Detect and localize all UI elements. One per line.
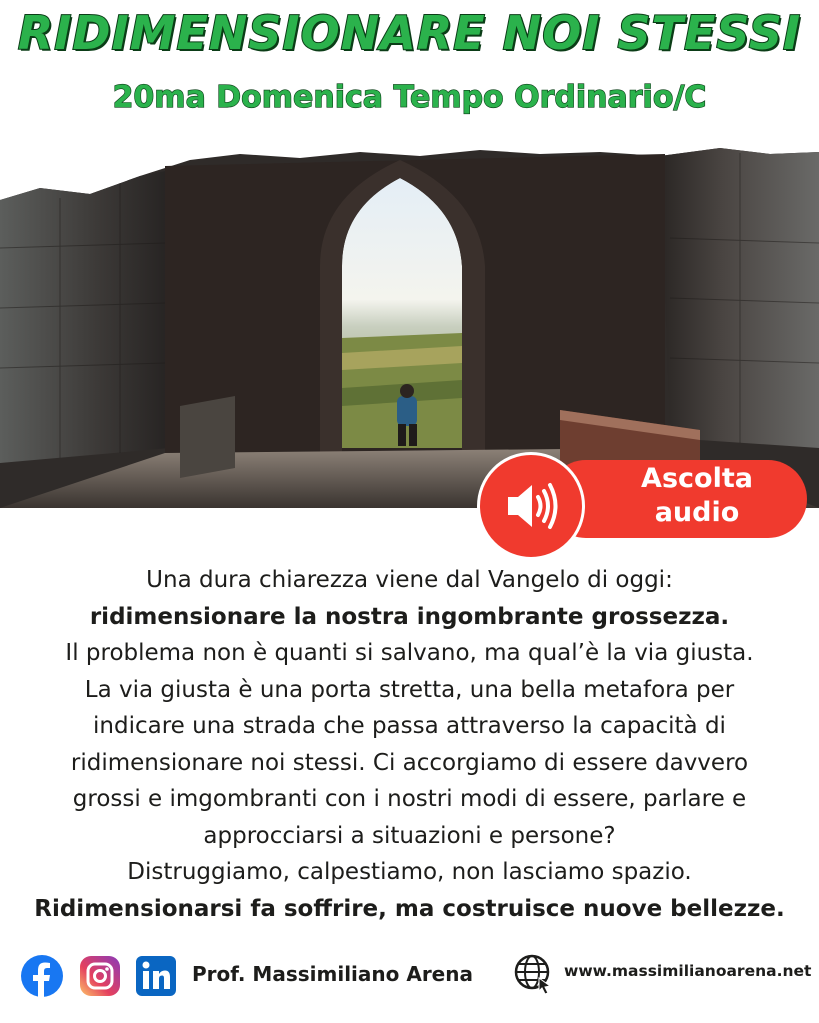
text-line: Una dura chiarezza viene dal Vangelo di oggi: [146,567,673,593]
text-line: Distruggiamo, calpestiamo, non lasciamo spazio. [127,859,692,885]
sermon-text [10,562,809,927]
text-line: indicare una strada che passa attraverso la capacità di [93,713,726,739]
page-subtitle: 20ma Domenica Tempo Ordinario/C [112,80,707,115]
listen-audio-button[interactable] [477,452,807,560]
audio-label[interactable] [587,462,807,530]
linkedin-icon[interactable] [134,954,178,998]
speaker-icon [480,455,582,557]
page-title: RIDIMENSIONARE NOI STESSI [17,6,802,60]
globe-icon[interactable] [512,952,556,996]
text-line: ridimensionare noi stessi. Ci accorgiamo di essere davvero [70,749,749,776]
text-line-bold: Ridimensionarsi fa soffrire, ma costruisce nuove bellezze. [34,895,785,922]
website-link[interactable]: www.massimilianoarena.net [564,962,812,980]
text-line: La via giusta è una porta stretta, una bella metafora per [84,676,735,703]
text-line: Il problema non è quanti si salvano, ma qual’è la via giusta. [65,640,754,666]
audio-circle[interactable] [477,452,585,560]
footer [0,948,819,1008]
audio-label-line1: Ascolta [641,463,753,494]
instagram-icon[interactable] [78,954,122,998]
text-line: approcciarsi a situazioni e persone? [203,822,616,849]
author-name: Prof. Massimiliano Arena [192,962,473,986]
audio-label-line2: audio [654,497,740,528]
text-line-bold: ridimensionare la nostra ingombrante grossezza. [89,603,730,630]
facebook-icon[interactable] [20,954,64,998]
text-line: grossi e imgombranti con i nostri modi di essere, parlare e [72,786,747,812]
